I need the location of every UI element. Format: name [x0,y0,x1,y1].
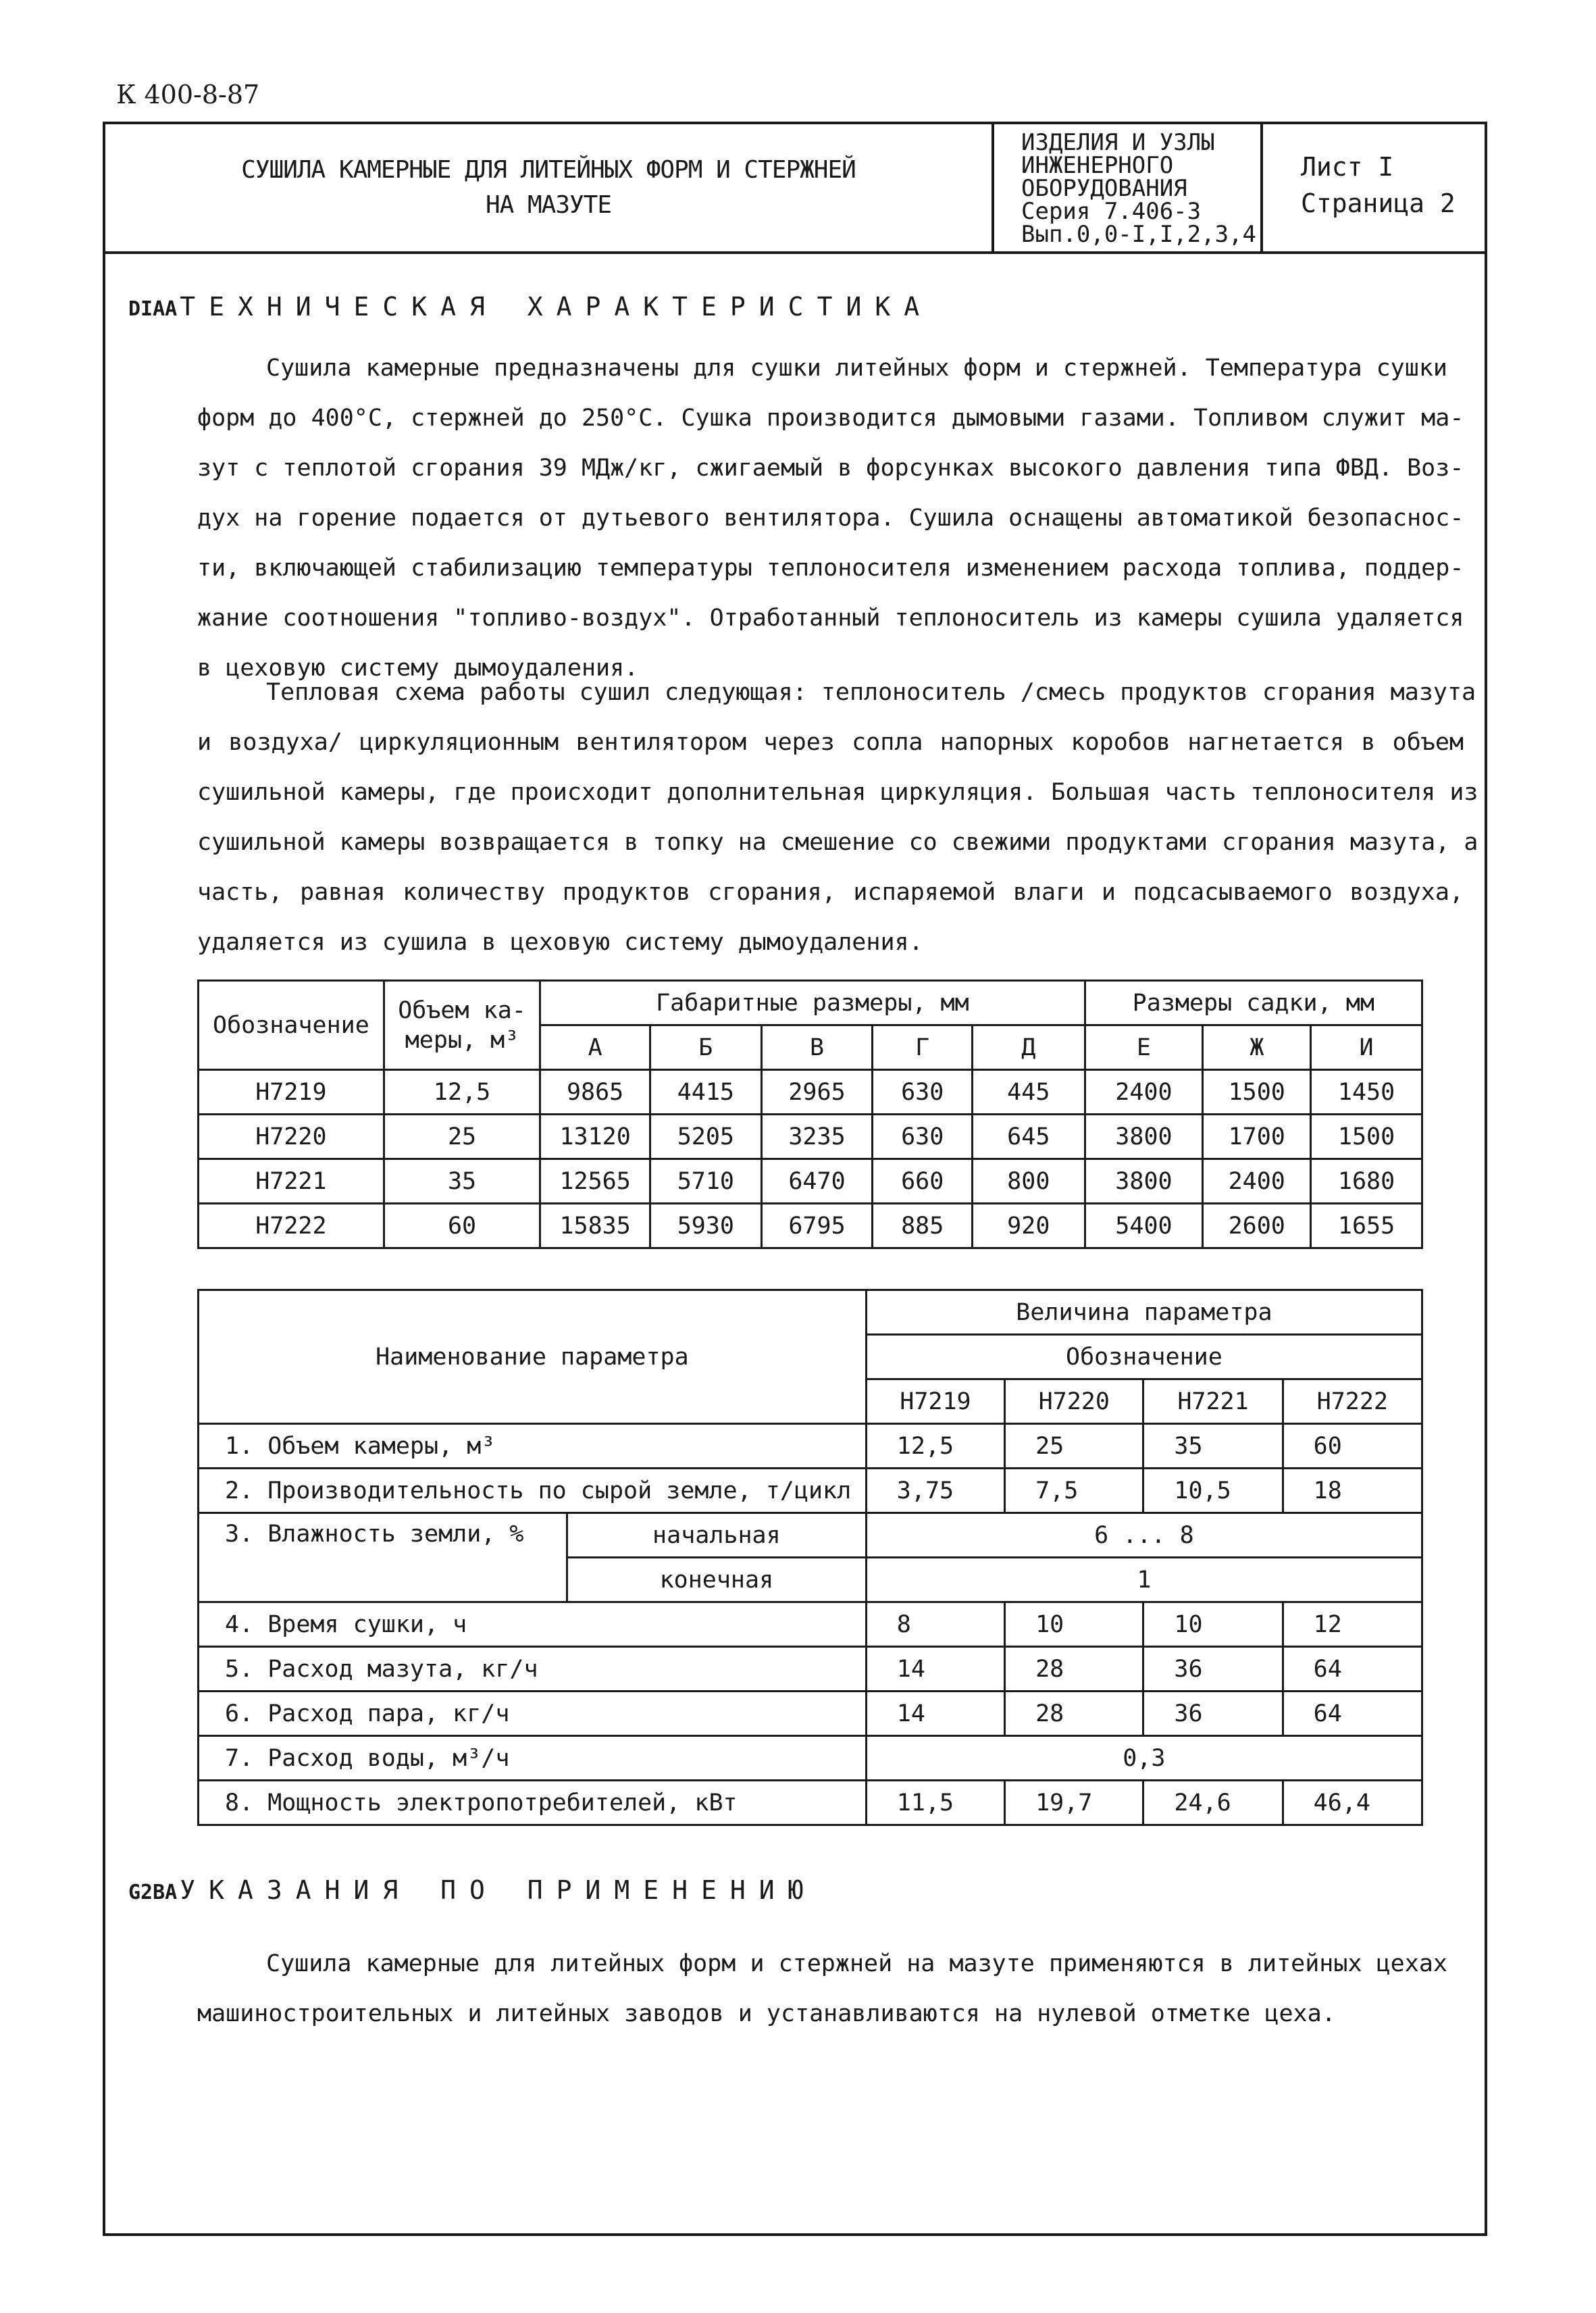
parameter-value: 3,75 [866,1469,1004,1513]
header-load-size: Размеры садки, мм [1085,981,1422,1025]
table-row [199,1692,1422,1736]
text-line: форм до 400°С, стержней до 250°С. Сушка производится дымовыми газами. Топливом служит ма- [197,405,1464,432]
parameter-name: 1. Объем камеры, м³ [199,1424,867,1469]
subheader-cell: Г [873,1025,973,1070]
table-cell: 2400 [1203,1159,1311,1204]
series-line: ИНЖЕНЕРНОГО [1021,152,1174,179]
parameter-name: 7. Расход воды, м³/ч [199,1736,867,1781]
table-cell: 15835 [540,1204,650,1248]
text-line: сушильной камеры, где происходит дополнительная циркуляция. Большая часть теплоносителя из [197,779,1478,806]
parameter-value: 8 [866,1602,1004,1647]
table-cell: Н7220 [199,1115,384,1159]
parameters-table [197,1289,1423,1826]
table-row [199,1115,1422,1159]
section-heading-usage [128,1875,817,1905]
parameter-value: 6 ... 8 [866,1513,1422,1558]
text-line: сушильной камеры возвращается в топку на смешение со свежими продуктами сгорания мазута, а [197,829,1478,856]
table-cell: Н7221 [199,1159,384,1204]
table-cell: 12,5 [384,1070,540,1115]
model-header: Н7222 [1283,1379,1422,1424]
title-block [105,124,1485,254]
sheet-number: Лист I [1301,152,1394,182]
table-cell: 35 [384,1159,540,1204]
model-header: Н7219 [866,1379,1004,1424]
table-row [199,1159,1422,1204]
parameter-value: 36 [1143,1692,1283,1736]
model-header: Н7221 [1143,1379,1283,1424]
header-dimensions: Габаритные размеры, мм [540,981,1085,1025]
model-header: Н7220 [1005,1379,1143,1424]
table-cell: 2400 [1085,1070,1203,1115]
parameter-value: 19,7 [1005,1781,1143,1825]
text-line: в цеховую систему дымоудаления. [197,655,639,682]
parameter-value: 24,6 [1143,1781,1283,1825]
table-cell: 2965 [761,1070,873,1115]
paragraph-heat-scheme [197,667,1478,967]
document-title [105,124,994,251]
series-line: Серия 7.406-3 [1021,198,1202,225]
parameter-name: 2. Производительность по сырой земле, т/цикл [199,1469,867,1513]
text-line: жание соотношения "топливо-воздух". Отработанный теплоноситель из камеры сушила удаляется [197,605,1464,632]
table-row [199,1736,1422,1781]
series-line: ОБОРУДОВАНИЯ [1021,175,1187,202]
parameter-value: 64 [1283,1692,1422,1736]
parameter-name: 8. Мощность электропотребителей, кВт [199,1781,867,1825]
parameter-value: 10 [1005,1602,1143,1647]
title-line-2: НА МАЗУТЕ [485,191,612,219]
dimensions-table [197,980,1423,1249]
parameter-value: 60 [1283,1424,1422,1469]
parameter-value: 14 [866,1647,1004,1692]
table-row [199,1070,1422,1115]
document-code: К 400-8-87 [116,80,260,109]
table-cell: 660 [873,1159,973,1204]
parameter-value: 25 [1005,1424,1143,1469]
table-cell: 2600 [1203,1204,1311,1248]
parameter-name: 5. Расход мазута, кг/ч [199,1647,867,1692]
header-volume: Объем ка- меры, м³ [384,981,540,1070]
header-designation: Обозначение [199,981,384,1070]
table-row [199,1204,1422,1248]
table-cell: 9865 [540,1070,650,1115]
paragraph-usage [197,1939,1464,2039]
parameter-name: 4. Время сушки, ч [199,1602,867,1647]
table-cell: 5710 [650,1159,762,1204]
table-cell: 1450 [1311,1070,1422,1115]
table-row [199,1424,1422,1469]
text-line: удаляется из сушила в цеховую систему дымоудаления. [197,929,923,956]
parameter-value: 7,5 [1005,1469,1143,1513]
parameter-value: 18 [1283,1469,1422,1513]
subheader-cell: Е [1085,1025,1203,1070]
table-cell: 5205 [650,1115,762,1159]
parameter-value: 11,5 [866,1781,1004,1825]
subheader-cell: В [761,1025,873,1070]
parameter-value: 1 [866,1558,1422,1602]
table-cell: 920 [973,1204,1085,1248]
series-info [994,124,1263,251]
table-cell: 3800 [1085,1115,1203,1159]
table-cell: Н7222 [199,1204,384,1248]
parameter-value: 35 [1143,1424,1283,1469]
subheader-cell: А [540,1025,650,1070]
parameter-value: 36 [1143,1647,1283,1692]
text-line: ти, включающей стабилизацию температуры теплоносителя изменением расхода топлива, поддер- [197,555,1464,582]
parameter-name: 6. Расход пара, кг/ч [199,1692,867,1736]
section-marker: DIAA [128,297,178,321]
subheader-cell: И [1311,1025,1422,1070]
parameter-value: 46,4 [1283,1781,1422,1825]
table-row [199,1602,1422,1647]
table-cell: 645 [973,1115,1085,1159]
table-cell: 5930 [650,1204,762,1248]
table-cell: 3800 [1085,1159,1203,1204]
title-line-1: СУШИЛА КАМЕРНЫЕ ДЛЯ ЛИТЕЙНЫХ ФОРМ И СТЕРЖНЕЙ [241,156,856,184]
table-cell: 6795 [761,1204,873,1248]
parameter-value: 12 [1283,1602,1422,1647]
table-cell: 1500 [1203,1070,1311,1115]
subheader-cell: Д [973,1025,1085,1070]
paragraph-description [197,343,1464,693]
sheet-info [1263,124,1487,251]
table-row [199,1513,1422,1558]
text-line: дух на горение подается от дутьевого вентилятора. Сушила оснащены автоматикой безопаснос- [197,505,1464,532]
table-cell: 445 [973,1070,1085,1115]
parameter-subname: конечная [567,1558,866,1602]
table-cell: 1680 [1311,1159,1422,1204]
section-heading-technical [128,292,933,322]
table-cell: 1655 [1311,1204,1422,1248]
table-cell: 1700 [1203,1115,1311,1159]
text-line: Сушила камерные для литейных форм и стержней на мазуте применяются в литейных цехах [266,1950,1447,1977]
table-row [199,1647,1422,1692]
table-cell: Н7219 [199,1070,384,1115]
parameter-subname: начальная [567,1513,866,1558]
text-line: Сушила камерные предназначены для сушки литейных форм и стержней. Температура сушки [266,355,1447,382]
text-line: Тепловая схема работы сушил следующая: теплоноситель /смесь продуктов сгорания мазута [266,679,1476,706]
header-parameter-value: Величина параметра [866,1290,1422,1335]
table-cell: 630 [873,1115,973,1159]
parameter-value: 64 [1283,1647,1422,1692]
table-cell: 4415 [650,1070,762,1115]
parameter-value: 10,5 [1143,1469,1283,1513]
table-cell: 12565 [540,1159,650,1204]
header-designation: Обозначение [866,1335,1422,1379]
table-cell: 5400 [1085,1204,1203,1248]
table-row [199,1469,1422,1513]
table-cell: 800 [973,1159,1085,1204]
table-cell: 13120 [540,1115,650,1159]
series-line: ИЗДЕЛИЯ И УЗЛЫ [1021,129,1215,156]
section-title: ТЕХНИЧЕСКАЯ ХАРАКТЕРИСТИКА [180,292,933,322]
parameter-value: 28 [1005,1692,1143,1736]
series-line: Вып.0,0-I,I,2,3,4 [1021,221,1256,248]
subheader-cell: Ж [1203,1025,1311,1070]
section-title: УКАЗАНИЯ ПО ПРИМЕНЕНИЮ [180,1875,817,1905]
parameter-value: 12,5 [866,1424,1004,1469]
parameter-value: 0,3 [866,1736,1422,1781]
parameter-value: 28 [1005,1647,1143,1692]
table-cell: 1500 [1311,1115,1422,1159]
header-parameter-name: Наименование параметра [199,1290,867,1424]
table-cell: 60 [384,1204,540,1248]
page-number: Страница 2 [1301,188,1456,218]
table-cell: 3235 [761,1115,873,1159]
table-cell: 6470 [761,1159,873,1204]
table-cell: 630 [873,1070,973,1115]
table-row [199,1781,1422,1825]
section-marker: G2BA [128,1881,178,1904]
parameter-value: 14 [866,1692,1004,1736]
table-cell: 25 [384,1115,540,1159]
text-line: зут с теплотой сгорания 39 МДж/кг, сжигаемый в форсунках высокого давления типа ФВД. Воз- [197,455,1464,482]
table-cell: 885 [873,1204,973,1248]
parameter-name: 3. Влажность земли, % [199,1513,567,1602]
subheader-cell: Б [650,1025,762,1070]
text-line: часть, равная количеству продуктов сгорания, испаряемой влаги и подсасываемого воздуха, [197,879,1464,906]
parameter-value: 10 [1143,1602,1283,1647]
text-line: и воздуха/ циркуляционным вентилятором через сопла напорных коробов нагнетается в объем [197,729,1464,756]
text-line: машиностроительных и литейных заводов и устанавливаются на нулевой отметке цеха. [197,2000,1336,2027]
